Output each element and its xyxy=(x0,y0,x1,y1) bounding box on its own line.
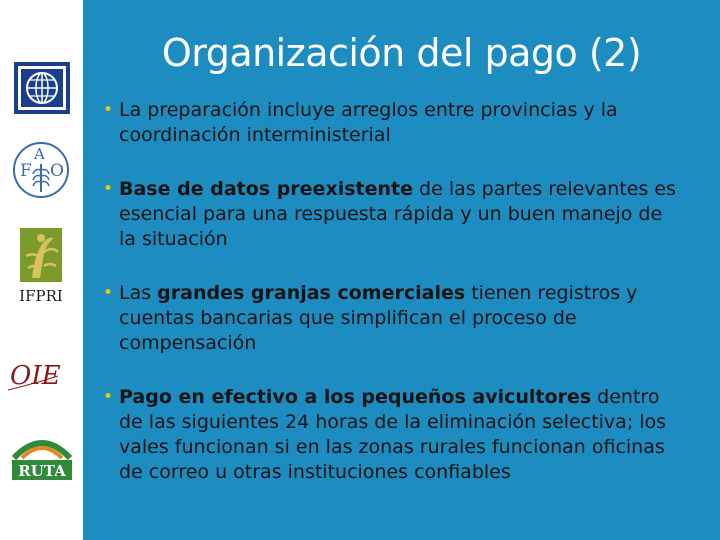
slide-content xyxy=(83,0,720,540)
bullet-item xyxy=(103,281,683,356)
bullet-text: dentro de las siguientes 24 horas de la eliminación selectiva; los vales funcionan si en las zonas rurales funcionan oficinas de correo u otras instituciones confiables xyxy=(119,386,667,483)
bullet-list xyxy=(103,98,683,485)
bullet-item xyxy=(103,177,683,252)
oie-logo xyxy=(6,352,66,394)
bullet-text: La preparación incluye arreglos entre provincias y la coordinación interministerial xyxy=(119,99,618,146)
ruta-logo xyxy=(10,430,74,482)
ifpri-logo xyxy=(10,228,72,306)
bullet-item xyxy=(103,385,683,485)
fao-letter-a: A xyxy=(34,145,45,163)
slide-title: Organización del pago (2) xyxy=(161,31,642,75)
ruta-text: RUTA xyxy=(18,462,66,480)
bullet-bold-text: Pago en efectivo a los pequeños avicultores xyxy=(119,386,592,408)
fao-letter-o: O xyxy=(50,161,64,181)
oie-text: OIE xyxy=(10,361,61,391)
bullet-text: Las xyxy=(119,282,158,304)
fao-letter-f: F xyxy=(20,161,32,181)
bullet-dot-icon: • xyxy=(103,283,114,303)
bullet-bold-text: Base de datos preexistente xyxy=(119,178,413,200)
fao-logo xyxy=(11,140,71,200)
bullet-text: de las partes relevantes es esencial para una respuesta rápida y un buen manejo de la situación xyxy=(119,178,676,250)
bullet-item xyxy=(103,98,683,148)
bullet-dot-icon: • xyxy=(103,100,114,120)
ifpri-text: IFPRI xyxy=(19,287,63,305)
bullet-dot-icon: • xyxy=(103,179,114,199)
bullet-dot-icon: • xyxy=(103,387,114,407)
bullet-bold-text: grandes granjas comerciales xyxy=(157,282,466,304)
bullet-text: tienen registros y cuentas bancarias que simplifican el proceso de compensación xyxy=(119,282,638,354)
logo-sidebar xyxy=(0,0,83,540)
world-bank-logo xyxy=(14,62,70,114)
